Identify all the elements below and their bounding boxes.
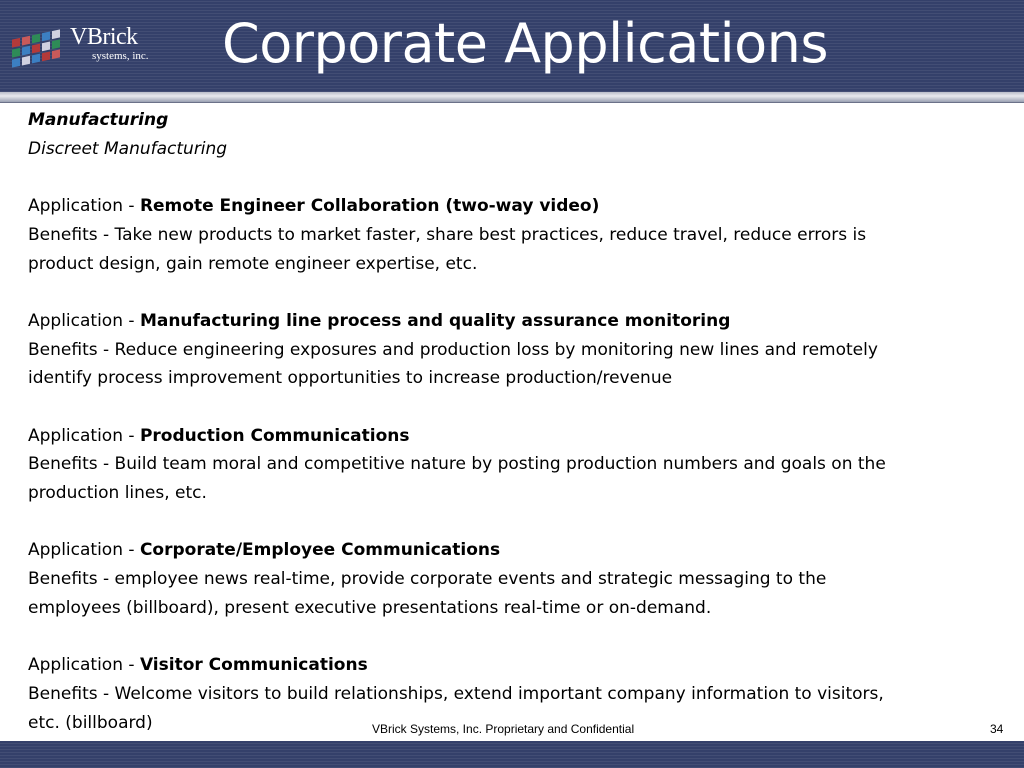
logo-wordmark: VBrick	[70, 24, 138, 50]
benefits-line: production lines, etc.	[28, 483, 207, 504]
section-heading: Manufacturing	[28, 110, 169, 130]
benefits-line: etc. (billboard)	[28, 712, 153, 733]
application-prefix: Application -	[28, 425, 140, 446]
benefits-line: Benefits - Build team moral and competitive nature by posting production numbers and goals on the	[28, 454, 886, 475]
application-prefix: Application -	[28, 655, 140, 676]
spacer	[28, 508, 928, 537]
benefits-line: Benefits - Take new products to market faster, share best practices, reduce travel, reduce errors is	[28, 224, 867, 245]
slide-body	[28, 106, 928, 737]
application-prefix: Application -	[28, 196, 140, 217]
application-line	[28, 422, 928, 451]
subsection-heading: Discreet Manufacturing	[28, 138, 228, 159]
page-number: 34	[990, 722, 1004, 736]
spacer	[28, 278, 928, 307]
benefits-line: Benefits - Welcome visitors to build relationships, extend important company information to visitors,	[28, 683, 884, 704]
application-name: Remote Engineer Collaboration (two-way video)	[139, 196, 600, 217]
benefits-line: identify process improvement opportunities to increase production/revenue	[28, 368, 673, 389]
application-name: Corporate/Employee Communications	[139, 540, 501, 561]
application-name: Production Communications	[139, 425, 410, 446]
header-divider	[0, 92, 1024, 103]
slide-title: Corporate Applications	[222, 12, 828, 75]
benefits-line: Benefits - employee news real-time, provide corporate events and strategic messaging to the	[28, 569, 827, 590]
vbrick-logo	[10, 20, 150, 70]
application-line	[28, 536, 928, 565]
application-name: Visitor Communications	[139, 655, 368, 676]
logo-subtitle: systems, inc.	[92, 50, 149, 62]
application-prefix: Application -	[28, 310, 140, 331]
application-line	[28, 192, 928, 221]
application-prefix: Application -	[28, 540, 140, 561]
spacer	[28, 393, 928, 422]
application-name: Manufacturing line process and quality assurance monitoring	[139, 310, 731, 331]
logo-grid-icon	[10, 20, 70, 70]
benefits-line: product design, gain remote engineer expertise, etc.	[28, 253, 478, 274]
spacer	[28, 623, 928, 652]
application-line	[28, 651, 928, 680]
benefits-line: Benefits - Reduce engineering exposures and production loss by monitoring new lines and remotely	[28, 339, 878, 360]
benefits-line: employees (billboard), present executive presentations real-time or on-demand.	[28, 597, 712, 618]
spacer	[28, 163, 928, 192]
footer-confidential: VBrick Systems, Inc. Proprietary and Confidential	[372, 722, 635, 736]
footer-band	[0, 741, 1024, 768]
application-line	[28, 307, 928, 336]
